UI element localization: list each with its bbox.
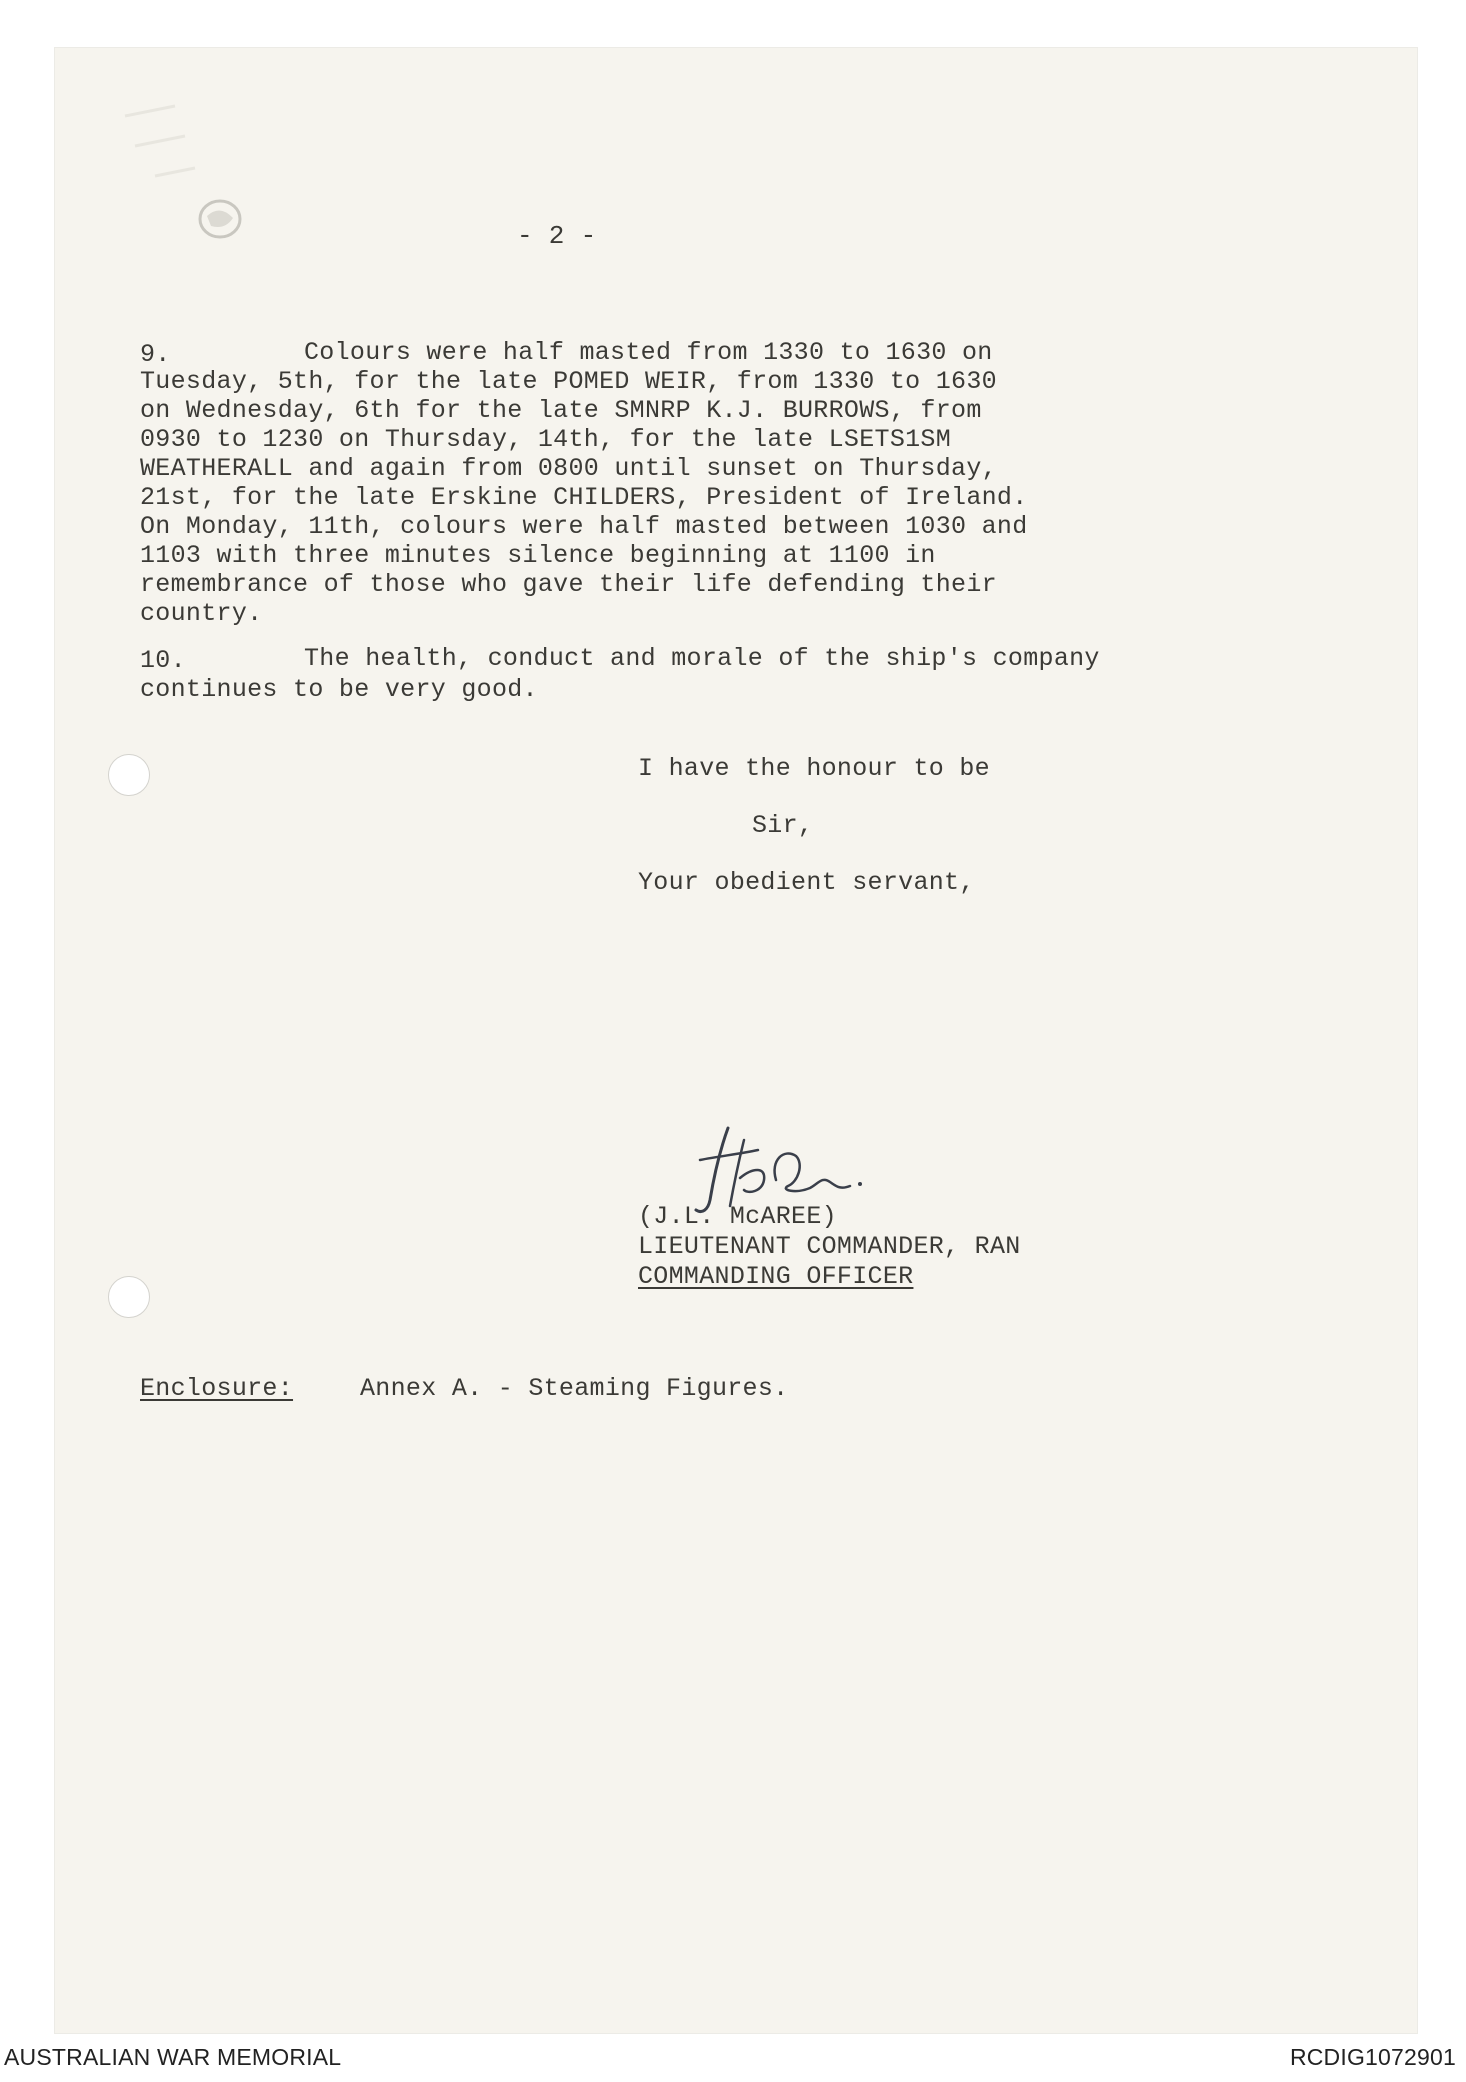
paragraph-line: on Wednesday, 6th for the late SMNRP K.J. BURROWS, from — [140, 396, 982, 425]
paragraph-number: 10. — [140, 646, 186, 675]
paragraph-line: 1103 with three minutes silence beginning at 1100 in — [140, 541, 936, 570]
paragraph-line: country. — [140, 599, 263, 628]
signatory-rank: LIEUTENANT COMMANDER, RAN — [638, 1232, 1021, 1261]
paragraph-line: WEATHERALL and again from 0800 until sunset on Thursday, — [140, 454, 997, 483]
paragraph-line: 0930 to 1230 on Thursday, 14th, for the late LSETS1SM — [140, 425, 952, 454]
enclosure-text: Annex A. - Steaming Figures. — [360, 1374, 789, 1403]
paragraph-line: The health, conduct and morale of the ship's company — [304, 644, 1100, 673]
footer-archive-name: AUSTRALIAN WAR MEMORIAL — [4, 2044, 342, 2070]
paper-scuff-icon — [115, 76, 205, 186]
paragraph-line: continues to be very good. — [140, 675, 538, 704]
paragraph-line: On Monday, 11th, colours were half masted between 1030 and — [140, 512, 1028, 541]
signatory-name: (J.L. McAREE) — [638, 1202, 837, 1231]
signatory-role: COMMANDING OFFICER — [638, 1262, 914, 1291]
enclosure-label: Enclosure: — [140, 1374, 294, 1403]
paragraph-number: 9. — [140, 340, 171, 369]
paragraph-line: remembrance of those who gave their life defending their — [140, 570, 997, 599]
punch-hole-bottom — [108, 1276, 150, 1318]
footer-record-id: RCDIG1072901 — [1289, 2044, 1456, 2070]
paragraph-line: Colours were half masted from 1330 to 1630 on — [304, 338, 993, 367]
staple-mark-icon — [195, 196, 245, 242]
paragraph-line: 21st, for the late Erskine CHILDERS, President of Ireland. — [140, 483, 1028, 512]
closing-line: I have the honour to be — [638, 754, 990, 783]
punch-hole-top — [108, 754, 150, 796]
closing-salutation: Sir, — [752, 811, 814, 840]
page-number: - 2 - — [517, 221, 597, 251]
paragraph-line: Tuesday, 5th, for the late POMED WEIR, from 1330 to 1630 — [140, 367, 997, 396]
closing-line: Your obedient servant, — [638, 868, 975, 897]
